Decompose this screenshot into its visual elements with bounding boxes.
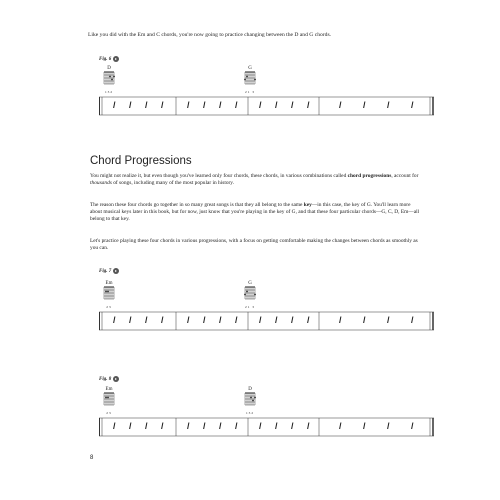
- slash-mark: /: [339, 421, 342, 431]
- slash-mark: /: [235, 315, 238, 325]
- section-heading: Chord Progressions: [90, 155, 192, 167]
- slash-mark: /: [307, 100, 310, 110]
- chord-diagram-d: [242, 387, 258, 415]
- rhythm-staff: [99, 310, 434, 332]
- paragraph-2: [90, 202, 420, 224]
- chord-diagram-g: [242, 66, 258, 94]
- slash-mark: /: [411, 421, 414, 431]
- slash-mark: /: [145, 100, 148, 110]
- chord-name: Em: [105, 387, 113, 392]
- slash-mark: /: [187, 315, 190, 325]
- fig-8-label-text: Fig. 8: [99, 377, 112, 383]
- text-span: You might not realize it, but even though you've learned only four chords, these chords, in various combinations called: [90, 173, 348, 179]
- slash-mark: /: [203, 315, 206, 325]
- slash-mark: /: [235, 100, 238, 110]
- chord-grid-icon: [103, 286, 115, 300]
- audio-play-icon[interactable]: [113, 56, 119, 62]
- slash-mark: /: [387, 315, 390, 325]
- chord-name: Em: [105, 281, 113, 286]
- chord-grid-icon: [103, 71, 115, 85]
- slash-mark: /: [275, 100, 278, 110]
- slash-mark: /: [203, 100, 206, 110]
- text-span: , account for: [391, 173, 419, 179]
- fig-6-label: [99, 56, 119, 62]
- slash-mark: /: [161, 100, 164, 110]
- slash-mark: /: [113, 315, 116, 325]
- bold-term: key: [303, 202, 312, 208]
- audio-play-icon[interactable]: [113, 376, 119, 382]
- slash-mark: /: [219, 315, 222, 325]
- intro-text: Like you did with the Em and C chords, you're now going to practice changing between the D and G chords.: [88, 32, 332, 38]
- slash-mark: /: [339, 315, 342, 325]
- fig-7-label: [99, 268, 119, 274]
- slash-mark: /: [291, 421, 294, 431]
- fig-6-label-text: Fig. 6: [99, 57, 112, 63]
- chord-fingering: 23: [106, 305, 112, 309]
- chord-name: G: [248, 66, 252, 71]
- chord-grid-icon: [244, 71, 256, 85]
- staff-lines: [99, 310, 434, 332]
- slash-mark: /: [161, 421, 164, 431]
- rhythm-staff: [99, 95, 434, 117]
- slash-mark: /: [275, 421, 278, 431]
- slash-mark: /: [161, 315, 164, 325]
- slash-mark: /: [259, 421, 262, 431]
- chord-grid-icon: [103, 392, 115, 406]
- chord-diagram-d: [101, 66, 117, 94]
- slash-mark: /: [129, 421, 132, 431]
- staff-lines: [99, 416, 434, 438]
- page-number: 8: [90, 455, 94, 461]
- slash-mark: /: [203, 421, 206, 431]
- paragraph-3: Let's practice playing these four chords in various progressions, with a focus on getting comfortable making the changes between chords as smoothly as you can.: [90, 238, 418, 252]
- slash-mark: /: [363, 315, 366, 325]
- bold-term: chord progressions: [347, 173, 392, 179]
- chord-fingering: 21 3: [245, 90, 255, 94]
- fig-8-label: [99, 376, 119, 382]
- audio-play-icon[interactable]: [113, 268, 119, 274]
- slash-mark: /: [129, 315, 132, 325]
- slash-mark: /: [307, 315, 310, 325]
- fig-7-label-text: Fig. 7: [99, 269, 112, 275]
- slash-mark: /: [235, 421, 238, 431]
- slash-mark: /: [187, 421, 190, 431]
- chord-diagram-g: [242, 281, 258, 309]
- slash-mark: /: [259, 100, 262, 110]
- rhythm-staff: [99, 416, 434, 438]
- slash-mark: /: [307, 421, 310, 431]
- slash-mark: /: [145, 421, 148, 431]
- chord-diagram-em: [101, 281, 117, 309]
- staff-lines: [99, 95, 434, 117]
- text-span: —in this case, the key of G. You'll learn more about musical keys later in this book, but for now, just know that you're playing in the key of G, and that these four particular chords—G, C, D, Em—all belong to that key.: [90, 202, 420, 223]
- slash-mark: /: [145, 315, 148, 325]
- slash-mark: /: [291, 315, 294, 325]
- slash-mark: /: [275, 315, 278, 325]
- chord-fingering: 23: [106, 411, 112, 415]
- text-span: The reason these four chords go together in so many great songs is that they all belong to the same: [90, 202, 304, 208]
- slash-mark: /: [187, 100, 190, 110]
- slash-mark: /: [219, 421, 222, 431]
- slash-mark: /: [219, 100, 222, 110]
- slash-mark: /: [339, 100, 342, 110]
- paragraph-1: [90, 173, 420, 187]
- slash-mark: /: [363, 421, 366, 431]
- chord-name: G: [248, 281, 252, 286]
- slash-mark: /: [363, 100, 366, 110]
- slash-mark: /: [259, 315, 262, 325]
- chord-grid-icon: [244, 286, 256, 300]
- slash-mark: /: [291, 100, 294, 110]
- slash-mark: /: [113, 100, 116, 110]
- chord-grid-icon: [244, 392, 256, 406]
- chord-fingering: 132: [104, 90, 114, 94]
- slash-mark: /: [411, 315, 414, 325]
- slash-mark: /: [113, 421, 116, 431]
- chord-fingering: 132: [245, 411, 255, 415]
- text-span: of songs, including many of the most popular in history.: [111, 180, 235, 187]
- chord-name: D: [107, 66, 111, 71]
- slash-mark: /: [411, 100, 414, 110]
- chord-diagram-em: [101, 387, 117, 415]
- chord-name: D: [248, 387, 252, 392]
- slash-mark: /: [387, 421, 390, 431]
- slash-mark: /: [387, 100, 390, 110]
- slash-mark: /: [129, 100, 132, 110]
- chord-fingering: 21 3: [245, 305, 255, 309]
- italic-term: thousands: [90, 180, 112, 187]
